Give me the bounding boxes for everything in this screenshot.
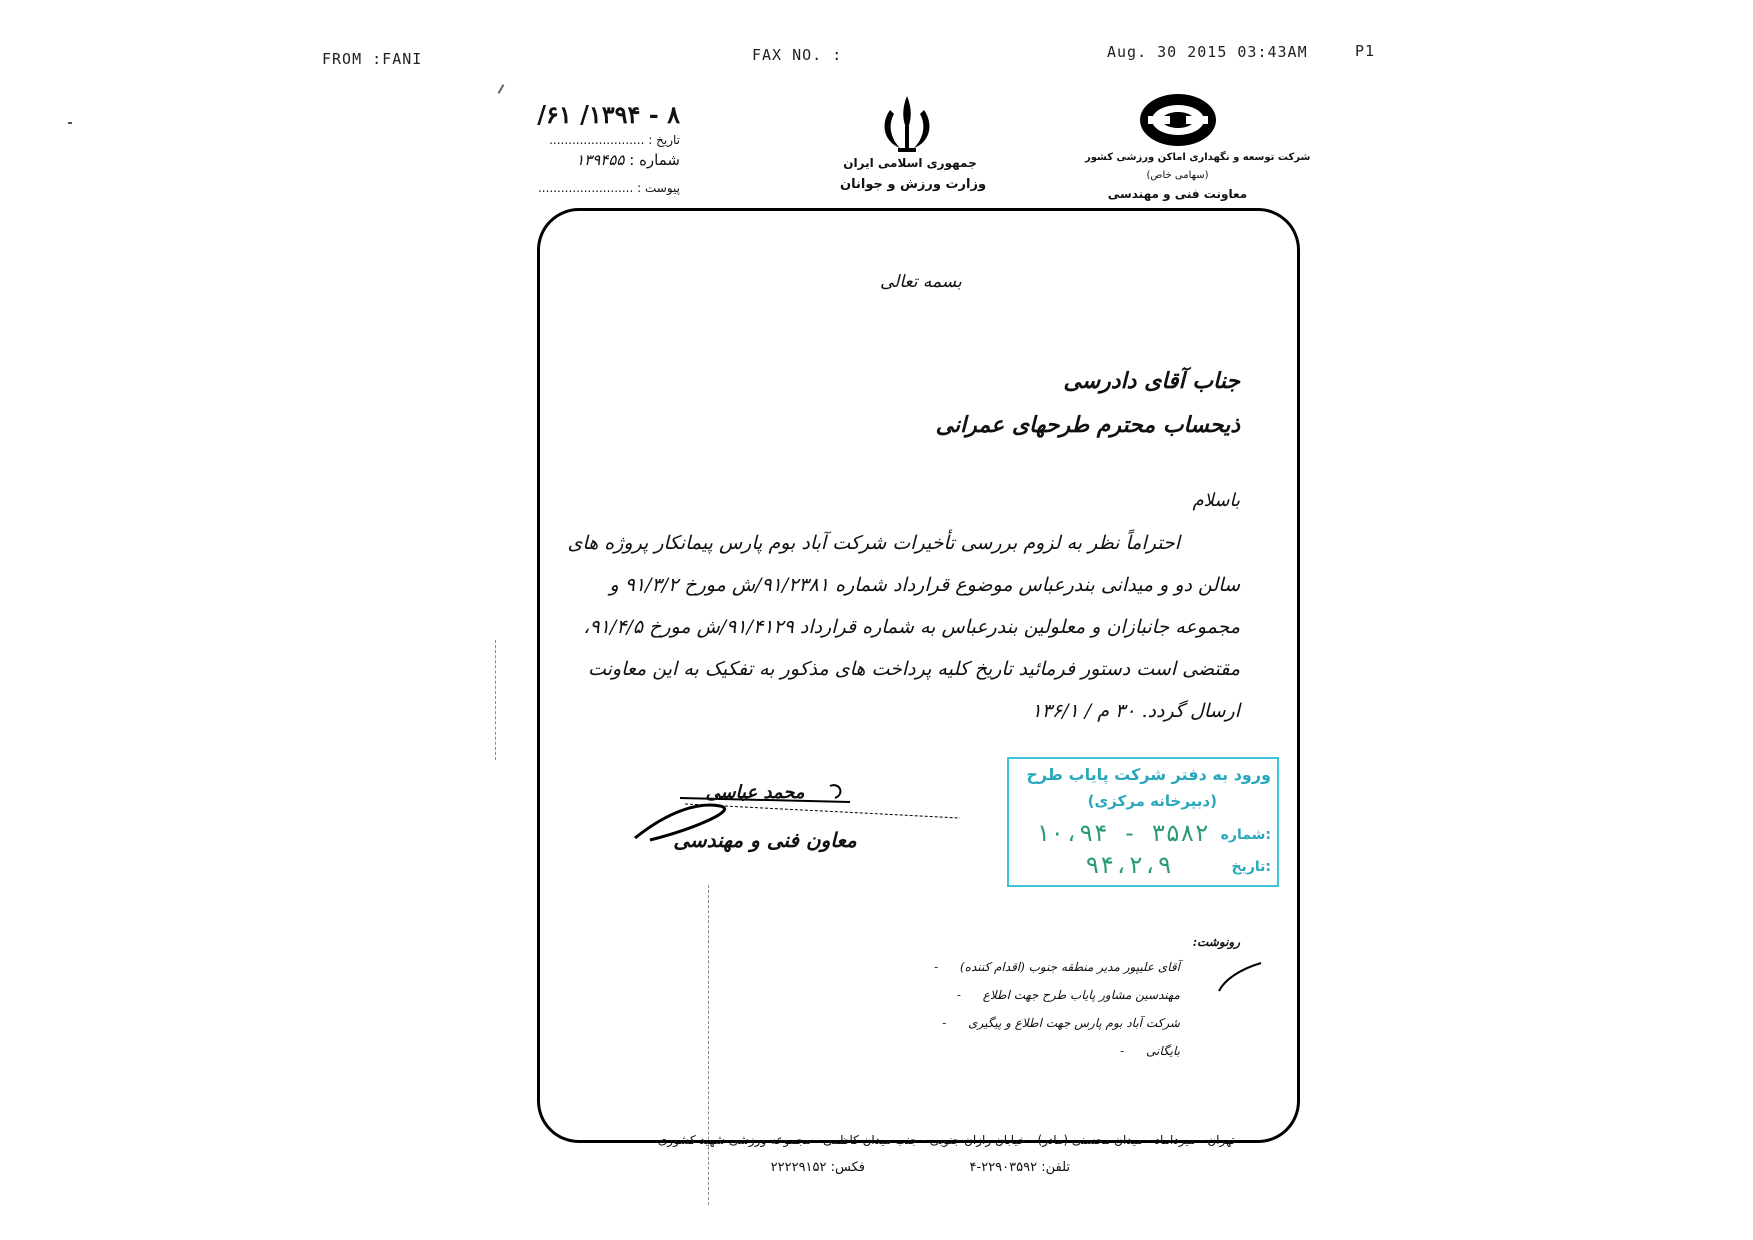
attachment-dots: ......................... (537, 181, 634, 195)
body-line-2: سالن دو و میدانی بندرعباس موضوع قرارداد شماره ۹۱/۲۳۸۱/ش مورخ ۹۱/۳/۲ و (609, 574, 1240, 596)
body-line-5: ارسال گردد. ۳۰ م / ۱۳۶/۱ (1031, 700, 1240, 722)
stamp-number-label: شماره: (1220, 827, 1271, 843)
footer-phone-label: تلفن: (1041, 1160, 1070, 1175)
footer-phone-number: ۲۲۹۰۳۵۹۲-۴ (969, 1160, 1038, 1175)
greeting: باسلام (1192, 490, 1240, 511)
date-dots: ......................... (549, 133, 645, 147)
recipient-name: جناب آقای دادرسی (1063, 368, 1240, 394)
footer-fax-number: ۲۲۲۲۹۱۵۲ (770, 1160, 827, 1175)
scan-speck (68, 122, 72, 124)
cc-item-text: بایگانی (1146, 1044, 1180, 1058)
date-label-row (546, 133, 680, 147)
cc-item (860, 1044, 1180, 1058)
stamp-subtitle: (دبیرخانه مرکزی) (1087, 792, 1217, 810)
stamp-date-label: تاریخ: (1231, 859, 1271, 875)
fax-from: FROM :FANI (322, 50, 423, 68)
reference-number: ۸ - ۱۳۹۴/ ۶۱/ (537, 100, 680, 129)
cc-item-text: شرکت آباد بوم پارس جهت اطلاع و پیگیری (968, 1016, 1180, 1030)
received-stamp (1007, 757, 1279, 887)
recipient-title: ذیحساب محترم طرحهای عمرانی (935, 412, 1240, 438)
cc-item (860, 988, 1180, 1002)
company-logo-icon (1138, 92, 1218, 148)
number-value: ۱۳۹۴۵۵ (576, 151, 625, 169)
number-label-row (500, 151, 680, 169)
fax-datetime: Aug. 30 2015 03:43AM (1107, 43, 1308, 61)
cc-item-text: آقای علیپور مدیر منطقه جنوب (اقدام کننده) (959, 960, 1180, 974)
cc-item (860, 960, 1180, 974)
attachment-label: پیوست : (637, 181, 680, 195)
iran-emblem-icon (872, 90, 942, 160)
cc-title: رونوشت: (1192, 935, 1240, 949)
signatory-title: معاون فنی و مهندسی (673, 828, 857, 852)
cc-item-text: مهندسین مشاور پایاب طرح جهت اطلاع (982, 988, 1180, 1002)
attachment-label-row (537, 181, 680, 195)
footer-fax (740, 1160, 865, 1175)
fax-page: P1 (1355, 42, 1376, 60)
signatory-name: محمد عباسی (705, 782, 805, 803)
number-label: شماره : (629, 151, 680, 169)
cc-item (860, 1016, 1180, 1030)
cc-dash: - (942, 1016, 947, 1030)
scan-speck (498, 84, 505, 94)
stamp-title: ورود به دفتر شرکت پایاب طرح (1026, 765, 1271, 784)
ministry-name: وزارت ورزش و جوانان (840, 177, 987, 192)
footer-phone (930, 1160, 1070, 1175)
footer-address: تهران - میرداماد - میدان محسنی (مادر) - خیابان رازان جنوبی - جنب میدان کاظمی - مجموعه ورزشی شهید کشوری (657, 1133, 1235, 1147)
company-department: معاونت فنی و مهندسی (1107, 187, 1248, 201)
company-type: (سهامی خاص) (1146, 170, 1209, 181)
body-line-4: مقتضی است دستور فرمائید تاریخ کلیه پرداخت های مذکور به تفکیک به این معاونت (587, 658, 1240, 680)
cc-check-mark-icon (1215, 955, 1265, 995)
fax-number: FAX NO. : (752, 46, 843, 64)
stamp-number-value: ۱۰،۹۴ - ۳۵۸۲ (1035, 819, 1209, 847)
cc-dash: - (934, 960, 939, 974)
gov-name: جمهوری اسلامی ایران (843, 156, 977, 170)
cc-dash: - (1120, 1044, 1125, 1058)
body-line-1: احتراماً نظر به لزوم بررسی تأخیرات شرکت آباد بوم پارس پیمانکار پروژه های (567, 532, 1180, 554)
company-name: شرکت توسعه و نگهداری اماکن ورزشی کشور (1085, 152, 1311, 163)
date-label: تاریخ : (648, 133, 680, 147)
cc-dash: - (956, 988, 961, 1002)
invocation: بسمه تعالی (880, 272, 962, 292)
stamp-date-value: ۹۴،۲،۹ (1085, 851, 1172, 879)
body-line-3: مجموعه جانبازان و معلولین بندرعباس به شماره قرارداد ۹۱/۴۱۲۹/ش مورخ ۹۱/۴/۵، (583, 616, 1240, 638)
footer-fax-label: فکس: (830, 1160, 865, 1175)
fold-mark (495, 640, 496, 760)
